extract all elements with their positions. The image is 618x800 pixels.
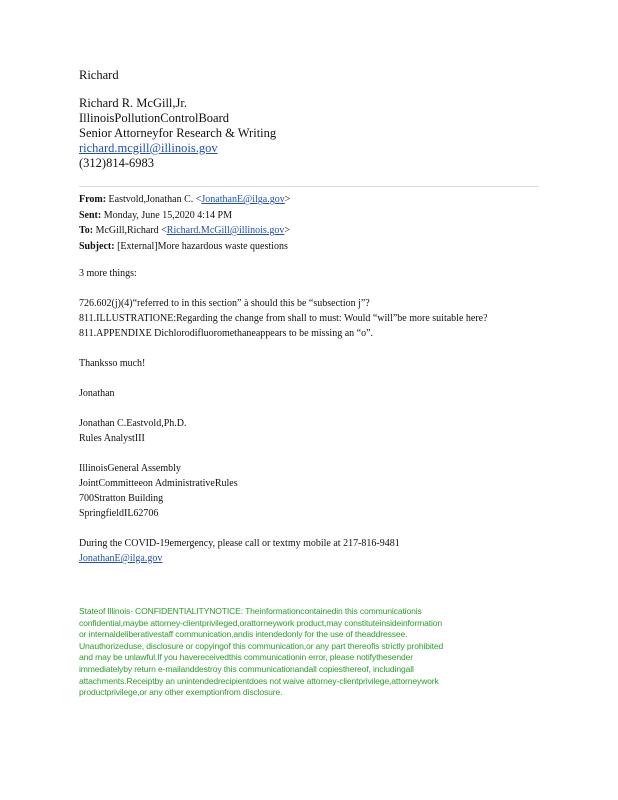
intro-text: 3 more things: [79, 268, 137, 279]
question-item: 811.APPENDIXE Dichlorodifluoromethaneappears to be missing an “o”. [79, 328, 374, 339]
sent-label: Sent: [79, 209, 102, 221]
sender-org-line: IllinoisGeneral Assembly [79, 463, 181, 474]
sender-title: Rules AnalystIII [79, 433, 145, 444]
notice-line: attachments.Receiptby an unintendedrecipientdoes not waive attorney-clientprivilege,attorneywork [79, 675, 439, 686]
notice-line: productprivilege,or any other exemptionfrom disclosure. [79, 687, 283, 698]
signature-org: IllinoisPollutionControlBoard [79, 111, 230, 125]
notice-line: and may be unlawful.If you havereceivedthis communicationin error, please notifythesender [79, 652, 413, 663]
sender-email-link[interactable]: JonathanE@ilga.gov [79, 553, 163, 564]
question-item: 726.602(j)(4)“referred to in this section” à should this be “subsection j”? [79, 298, 370, 309]
notice-line: Unauthorizeduse, disclosure or copyingof this communication,or any part thereofis strictly prohibited [79, 640, 444, 651]
subject-label: Subject: [79, 240, 115, 252]
signature-phone: (312)814-6983 [79, 156, 154, 170]
signature-email-link[interactable]: richard.mcgill@illinois.gov [79, 141, 218, 155]
sender-org-line: JointCommitteeon AdministrativeRules [79, 478, 238, 489]
signature-title: Senior Attorneyfor Research & Writing [79, 126, 277, 140]
header-divider [79, 186, 539, 187]
sent-value: Monday, June 15,2020 4:14 PM [103, 209, 232, 221]
sender-name: Jonathan C.Eastvold,Ph.D. [79, 418, 187, 429]
from-value: Eastvold,Jonathan C. < [108, 194, 202, 205]
question-item: 811.ILLUSTRATIONE:Regarding the change from shall to must: Would “will”be more suitable here? [79, 313, 488, 324]
from-email-link[interactable]: JonathanE@ilga.gov [201, 194, 285, 205]
notice-line: immediatelyby return e-mailanddestroy this communicationandall copiesthereof, includingall [79, 663, 414, 674]
signature-name: Richard R. McGill,Jr. [79, 96, 187, 110]
notice-line: confidential,maybe attorney-clientprivileged,orattorneywork product,may constituteinsideinformation [79, 617, 442, 628]
subject-row [79, 239, 290, 255]
to-row [79, 223, 290, 239]
from-row [79, 192, 290, 208]
sent-row [79, 208, 290, 224]
subject-value: [External]More hazardous waste questions [117, 240, 288, 252]
message-body [79, 266, 549, 566]
greeting-name: Richard [79, 68, 119, 82]
to-label: To: [79, 225, 94, 236]
from-label: From: [79, 194, 107, 205]
reply-signature-block [79, 68, 276, 171]
signoff-text: Jonathan [79, 388, 115, 399]
confidentiality-notice [79, 606, 544, 699]
sender-org-line: 700Stratton Building [79, 493, 164, 504]
notice-line: or internaldeliberativestaff communication,andis intendedonly for the use of theaddressee. [79, 629, 408, 640]
to-email-link[interactable]: Richard.McGill@illinois.gov [166, 225, 285, 236]
from-close: > [284, 194, 291, 205]
covid-note: During the COVID-19emergency, please call or textmy mobile at 217-816-9481 [79, 538, 400, 549]
to-close: > [284, 225, 290, 236]
to-value: McGill,Richard < [95, 225, 167, 236]
notice-line: Stateof Illinois- CONFIDENTIALITYNOTICE: Theinformationcontainedin this communicationis [79, 606, 422, 616]
sender-org-line: SpringfieldIL62706 [79, 508, 159, 519]
forwarded-header [79, 192, 290, 254]
thanks-text: Thanksso much! [79, 358, 146, 369]
